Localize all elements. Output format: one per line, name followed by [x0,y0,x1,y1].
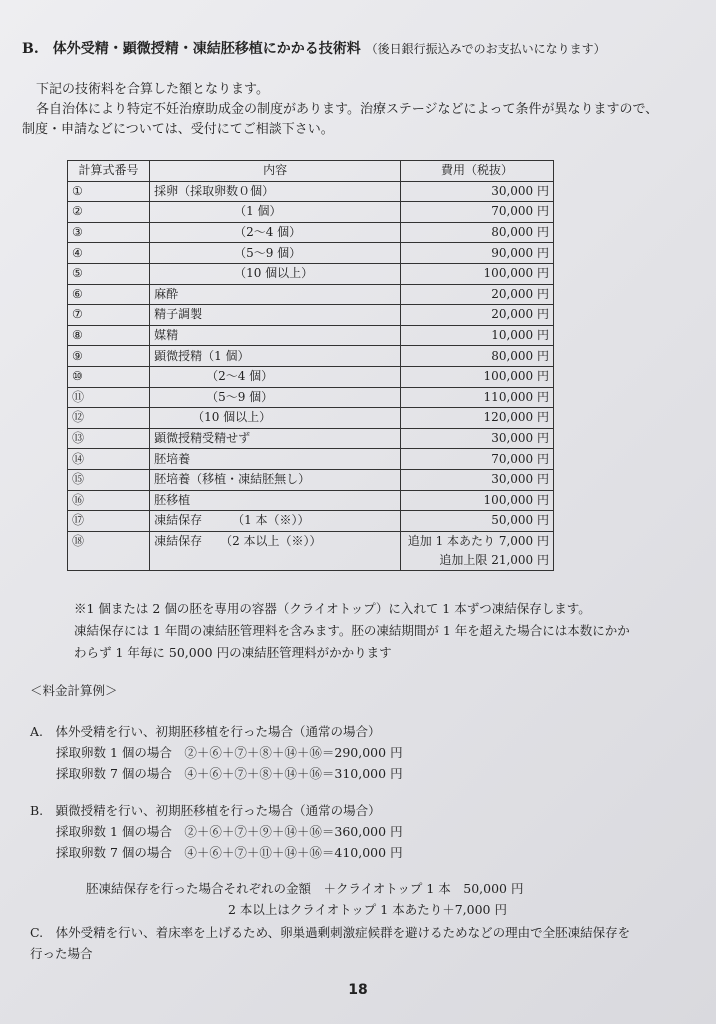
table-row [68,531,554,570]
item-description: 胚培養 [150,449,401,470]
item-fee: 100,000 円 [401,490,554,511]
item-description: 凍結保存 （1 本（※）） [150,511,401,532]
table-row [68,284,554,305]
cryo-footnote [74,598,694,664]
example-a [30,721,403,784]
formula-number: ⑯ [68,490,150,511]
example-b [30,800,403,863]
example-a-title: A. 体外受精を行い、初期胚移植を行った場合（通常の場合） [30,724,381,739]
table-row [68,346,554,367]
cryo-line: 2 本以上はクライオトップ 1 本あたり＋7,000 円 [228,902,507,917]
header-content: 内容 [150,161,401,182]
formula-number: ⑩ [68,366,150,387]
example-a-line: 採取卵数 1 個の場合 ②＋⑥＋⑦＋⑧＋⑭＋⑯＝290,000 円 [56,745,403,760]
item-fee: 50,000 円 [401,511,554,532]
item-fee: 80,000 円 [401,346,554,367]
example-b-title: B. 顕微授精を行い、初期胚移植を行った場合（通常の場合） [30,803,381,818]
fee-per-additional: 追加 1 本あたり 7,000 円 [407,533,549,548]
fee-additional-cap: 追加上限 21,000 円 [439,552,549,567]
section-heading [22,38,702,58]
example-c-line: 行った場合 [30,946,93,961]
item-description: 採卵（採取卵数０個） [150,181,401,202]
formula-number: ⑤ [68,263,150,284]
item-description: （2〜4 個） [150,222,401,243]
table-row [68,222,554,243]
item-description: 顕微授精受精せず [150,428,401,449]
header-formula-number: 計算式番号 [68,161,150,182]
fee-table [67,160,554,571]
item-fee: 120,000 円 [401,408,554,429]
item-fee: 20,000 円 [401,305,554,326]
formula-number: ⑪ [68,387,150,408]
footnote-line: 凍結保存には 1 年間の凍結胚管理料を含みます。胚の凍結期間が 1 年を超えた場合には本数にかか [74,623,630,638]
formula-number: ⑮ [68,469,150,490]
item-description: （2〜4 個） [150,366,401,387]
formula-number: ⑭ [68,449,150,470]
item-fee: 110,000 円 [401,387,554,408]
item-description: （10 個以上） [150,263,401,284]
table-row [68,428,554,449]
item-fee: 100,000 円 [401,366,554,387]
formula-number: ⑫ [68,408,150,429]
formula-number: ③ [68,222,150,243]
item-fee: 100,000 円 [401,263,554,284]
formula-number: ⑥ [68,284,150,305]
item-description: 精子調製 [150,305,401,326]
intro-line: 下記の技術料を合算した額となります。 [36,82,269,97]
formula-number: ⑦ [68,305,150,326]
payment-note: （後日銀行振込みでのお支払いになります） [365,42,606,56]
cryo-pricing-note [86,878,524,920]
examples-title: ＜料金計算例＞ [30,683,118,698]
item-description: （10 個以上） [150,408,401,429]
example-b-line: 採取卵数 7 個の場合 ④＋⑥＋⑦＋⑪＋⑭＋⑯＝410,000 円 [56,845,403,860]
table-row [68,325,554,346]
table-row [68,408,554,429]
item-description: 胚移植 [150,490,401,511]
table-row [68,490,554,511]
item-description: （5〜9 個） [150,243,401,264]
item-fee: 80,000 円 [401,222,554,243]
table-row [68,243,554,264]
page-number: 18 [348,982,368,998]
table-row [68,387,554,408]
example-c [30,922,630,964]
table-row [68,449,554,470]
item-description: 顕微授精（1 個） [150,346,401,367]
footnote-line: わらず 1 年毎に 50,000 円の凍結胚管理料がかかります [74,645,392,660]
table-row [68,181,554,202]
item-fee: 90,000 円 [401,243,554,264]
item-fee: 30,000 円 [401,469,554,490]
formula-number: ⑧ [68,325,150,346]
item-fee: 30,000 円 [401,181,554,202]
table-row [68,469,554,490]
formula-number: ④ [68,243,150,264]
formula-number: ⑬ [68,428,150,449]
table-row [68,511,554,532]
example-c-line: C. 体外受精を行い、着床率を上げるため、卵巣過剰刺激症候群を避けるためなどの理由で全胚凍結保存を [30,925,631,940]
intro-line: 各自治体により特定不妊治療助成金の制度があります。治療ステージなどによって条件が異なりますので、 [36,102,659,117]
section-title: B. 体外受精・顕微授精・凍結胚移植にかかる技術料 [22,41,361,57]
table-row [68,263,554,284]
intro-text [22,80,702,140]
item-description: 胚培養（移植・凍結胚無し） [150,469,401,490]
table-row [68,305,554,326]
formula-number: ⑱ [68,531,150,570]
example-a-line: 採取卵数 7 個の場合 ④＋⑥＋⑦＋⑧＋⑭＋⑯＝310,000 円 [56,766,403,781]
item-description: 凍結保存 （2 本以上（※）） [150,531,401,570]
item-description: 媒精 [150,325,401,346]
formula-number: ⑨ [68,346,150,367]
item-fee: 70,000 円 [401,449,554,470]
item-fee: 30,000 円 [401,428,554,449]
item-fee: 70,000 円 [401,202,554,223]
example-b-line: 採取卵数 1 個の場合 ②＋⑥＋⑦＋⑨＋⑭＋⑯＝360,000 円 [56,824,403,839]
item-description: （5〜9 個） [150,387,401,408]
item-fee: 20,000 円 [401,284,554,305]
formula-number: ② [68,202,150,223]
table-row [68,202,554,223]
formula-number: ① [68,181,150,202]
intro-line: 制度・申請などについては、受付にてご相談下さい。 [22,122,334,137]
footnote-line: ※1 個または 2 個の胚を専用の容器（クライオトップ）に入れて 1 本ずつ凍結保存します。 [74,601,591,616]
item-description: 麻酔 [150,284,401,305]
cryo-line: 胚凍結保存を行った場合それぞれの金額 ＋クライオトップ 1 本 50,000 円 [86,881,524,896]
item-description: （1 個） [150,202,401,223]
header-fee: 費用（税抜） [401,161,554,182]
table-row [68,366,554,387]
formula-number: ⑰ [68,511,150,532]
item-fee [401,531,554,570]
item-fee: 10,000 円 [401,325,554,346]
fee-table-header [68,161,554,182]
